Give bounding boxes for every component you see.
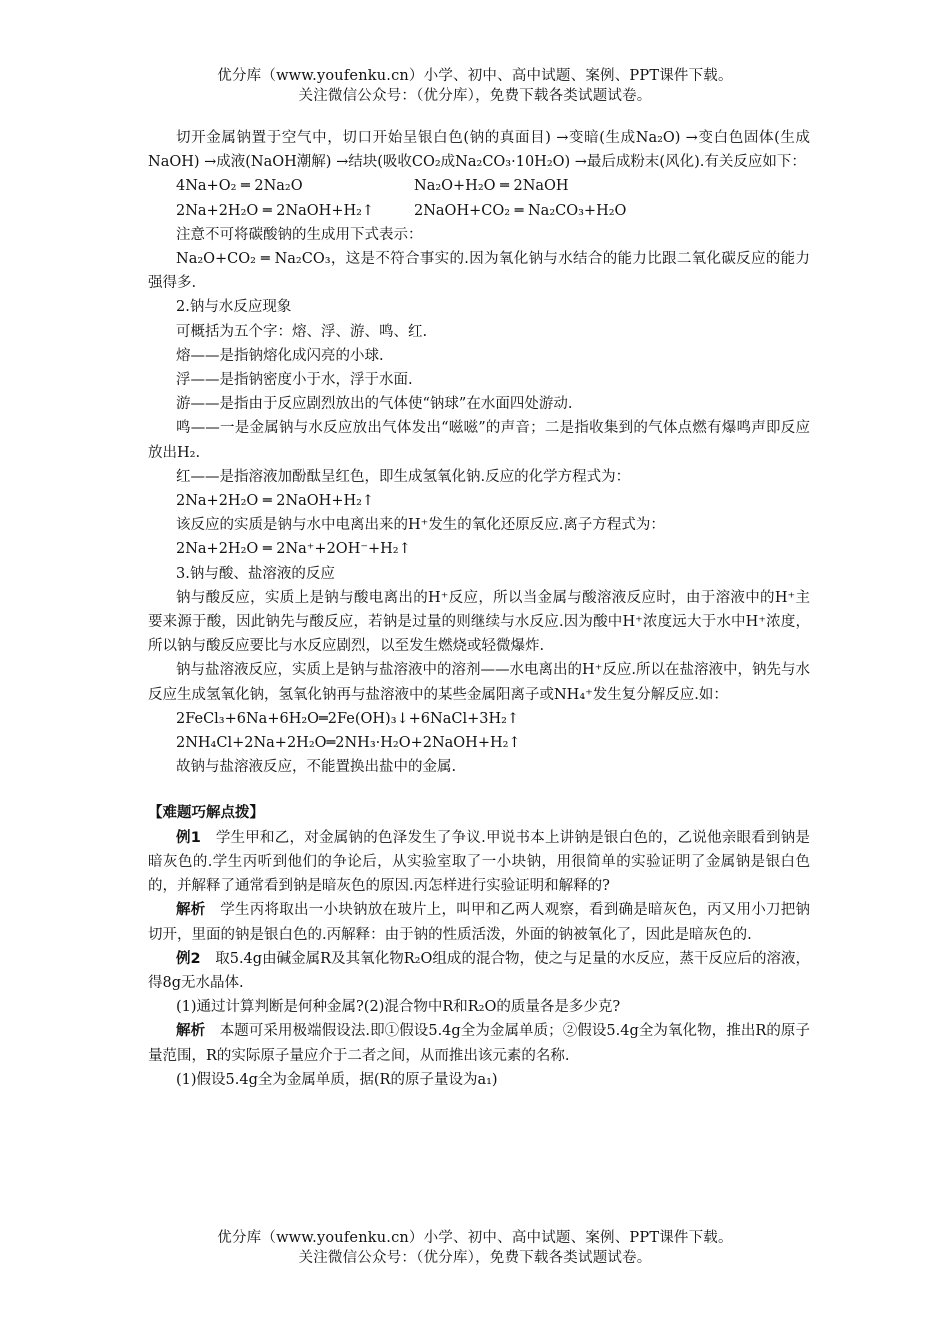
- equation-sodium-oxygen: 4Na+O₂ ═ 2Na₂O: [176, 178, 303, 195]
- paragraph-red: 红——是指溶液加酚酞呈红色，即生成氢氧化钠.反应的化学方程式为：: [176, 468, 631, 485]
- equation-ferric-chloride: 2FeCl₃+6Na+6H₂O═2Fe(OH)₃↓+6NaCl+3H₂↑: [176, 710, 520, 727]
- paragraph-salt-reaction: 钠与盐溶液反应，实质上是钠与盐溶液中的溶剂——水电离出的H⁺反应.所以在盐溶液中，钠先与水反应生成氢氧化钠，氢氧化钠再与盐溶液中的某些金属阳离子或NH₄⁺发生复分解反应.如：: [148, 662, 810, 703]
- page-header: [0, 66, 950, 106]
- example-2: [148, 947, 810, 995]
- paragraph-float: 浮——是指钠密度小于水，浮于水面.: [176, 372, 413, 389]
- paragraph-air-exposure: 切开金属钠置于空气中，切口开始呈银白色(钠的真面目) →变暗(生成Na₂O) →变白色固体(生成NaOH) →成液(NaOH潮解) →结块(吸收CO₂成Na₂CO₃·10H₂O) →最后成粉末(风化).有关反应如下：: [148, 130, 810, 171]
- analysis-1-text: 学生丙将取出一小块钠放在玻片上，叫甲和乙两人观察，看到确是暗灰色，丙又用小刀把钠切开，里面的钠是银白色的.丙解释：由于钠的性质活泼，外面的钠被氧化了，因此是暗灰色的.: [148, 902, 810, 943]
- analysis-2-step-1: (1)假设5.4g全为金属单质，据(R的原子量设为a₁): [176, 1071, 498, 1088]
- paragraph-essence: 该反应的实质是钠与水中电离出来的H⁺发生的氧化还原反应.离子方程式为：: [176, 517, 665, 534]
- example-1: [148, 826, 810, 899]
- footer-line-2: 关注微信公众号：（优分库），免费下载各类试题试卷。: [298, 1250, 652, 1266]
- analysis-2-text: 本题可采用极端假设法.即①假设5.4g全为金属单质；②假设5.4g全为氧化物，推出R的原子量范围，R的实际原子量应介于二者之间，从而推出该元素的名称.: [148, 1023, 811, 1064]
- subheading-acid-salt: 3.钠与酸、盐溶液的反应: [176, 565, 335, 582]
- analysis-1-label: 解析: [176, 902, 206, 919]
- page-footer: [0, 1228, 950, 1268]
- paragraph-note: 注意不可将碳酸钠的生成用下式表示：: [176, 226, 423, 243]
- paragraph-swim: 游——是指由于反应剧烈放出的气体使“钠球”在水面四处游动.: [176, 396, 573, 413]
- equation-row-2: [148, 199, 810, 223]
- example-1-label: 例1: [176, 829, 201, 846]
- footer-line-1: 优分库（www.youfenku.cn）小学、初中、高中试题、案例、PPT课件下载。: [217, 1230, 733, 1246]
- equation-ammonium-chloride: 2NH₄Cl+2Na+2H₂O═2NH₃·H₂O+2NaOH+H₂↑: [176, 735, 521, 752]
- section-title: 【难题巧解点拨】: [148, 804, 264, 822]
- analysis-2-label: 解析: [176, 1023, 206, 1040]
- example-2-label: 例2: [176, 950, 201, 967]
- equation-sodium-water-2: 2Na+2H₂O ═ 2NaOH+H₂↑: [176, 493, 375, 510]
- paragraph-melt: 熔——是指钠熔化成闪亮的小球.: [176, 347, 384, 364]
- header-line-2: 关注微信公众号：（优分库），免费下载各类试题试卷。: [298, 88, 652, 104]
- equation-oxide-water: Na₂O+H₂O ═ 2NaOH: [414, 178, 569, 195]
- paragraph-conclusion: 故钠与盐溶液反应，不能置换出盐中的金属.: [176, 759, 457, 776]
- analysis-2: [148, 1019, 810, 1067]
- header-line-1: 优分库（www.youfenku.cn）小学、初中、高中试题、案例、PPT课件下载。: [217, 68, 733, 84]
- equation-sodium-water: 2Na+2H₂O ═ 2NaOH+H₂↑: [176, 202, 375, 219]
- paragraph-acid-reaction: 钠与酸反应，实质上是钠与酸电离出的H⁺反应，所以当金属与酸溶液反应时，由于溶液中的H⁺主要来源于酸，因此钠先与酸反应，若钠是过量的则继续与水反应.因为酸中H⁺浓度远大于水中H⁺浓度，所以钠与酸反应要比与水反应剧烈，以至发生燃烧或轻微爆炸.: [148, 589, 810, 655]
- example-1-text: 学生甲和乙，对金属钠的色泽发生了争议.甲说书本上讲钠是银白色的，乙说他亲眼看到钠是暗灰色的.学生丙听到他们的争论后，从实验室取了一小块钠，用很简单的实验证明了金属钠是银白色的，并解释了通常看到钠是暗灰色的原因.丙怎样进行实验证明和解释的?: [148, 829, 811, 895]
- paragraph-carbonate-explanation: Na₂O+CO₂ ═ Na₂CO₃，这是不符合事实的.因为氧化钠与水结合的能力比跟二氧化碳反应的能力强得多.: [148, 251, 810, 292]
- analysis-1: [148, 898, 810, 946]
- paragraph-five-words: 可概括为五个字：熔、浮、游、鸣、红.: [176, 323, 428, 340]
- equation-hydroxide-co2: 2NaOH+CO₂ ═ Na₂CO₃+H₂O: [414, 202, 627, 219]
- equation-row-1: [148, 174, 810, 198]
- example-2-text: 取5.4g由碱金属R及其氧化物R₂O组成的混合物，使之与足量的水反应，蒸干反应后的溶液，得8g无水晶体.: [148, 950, 811, 991]
- example-2-question: (1)通过计算判断是何种金属?(2)混合物中R和R₂O的质量各是多少克?: [176, 999, 621, 1016]
- subheading-water-reaction: 2.钠与水反应现象: [176, 299, 292, 316]
- paragraph-sound: 鸣——一是金属钠与水反应放出气体发出“嗞嗞”的声音；二是指收集到的气体点燃有爆鸣声即反应放出H₂.: [148, 420, 810, 461]
- equation-ionic: 2Na+2H₂O ═ 2Na⁺+2OH⁻+H₂↑: [176, 541, 411, 558]
- document-body: [148, 126, 810, 1092]
